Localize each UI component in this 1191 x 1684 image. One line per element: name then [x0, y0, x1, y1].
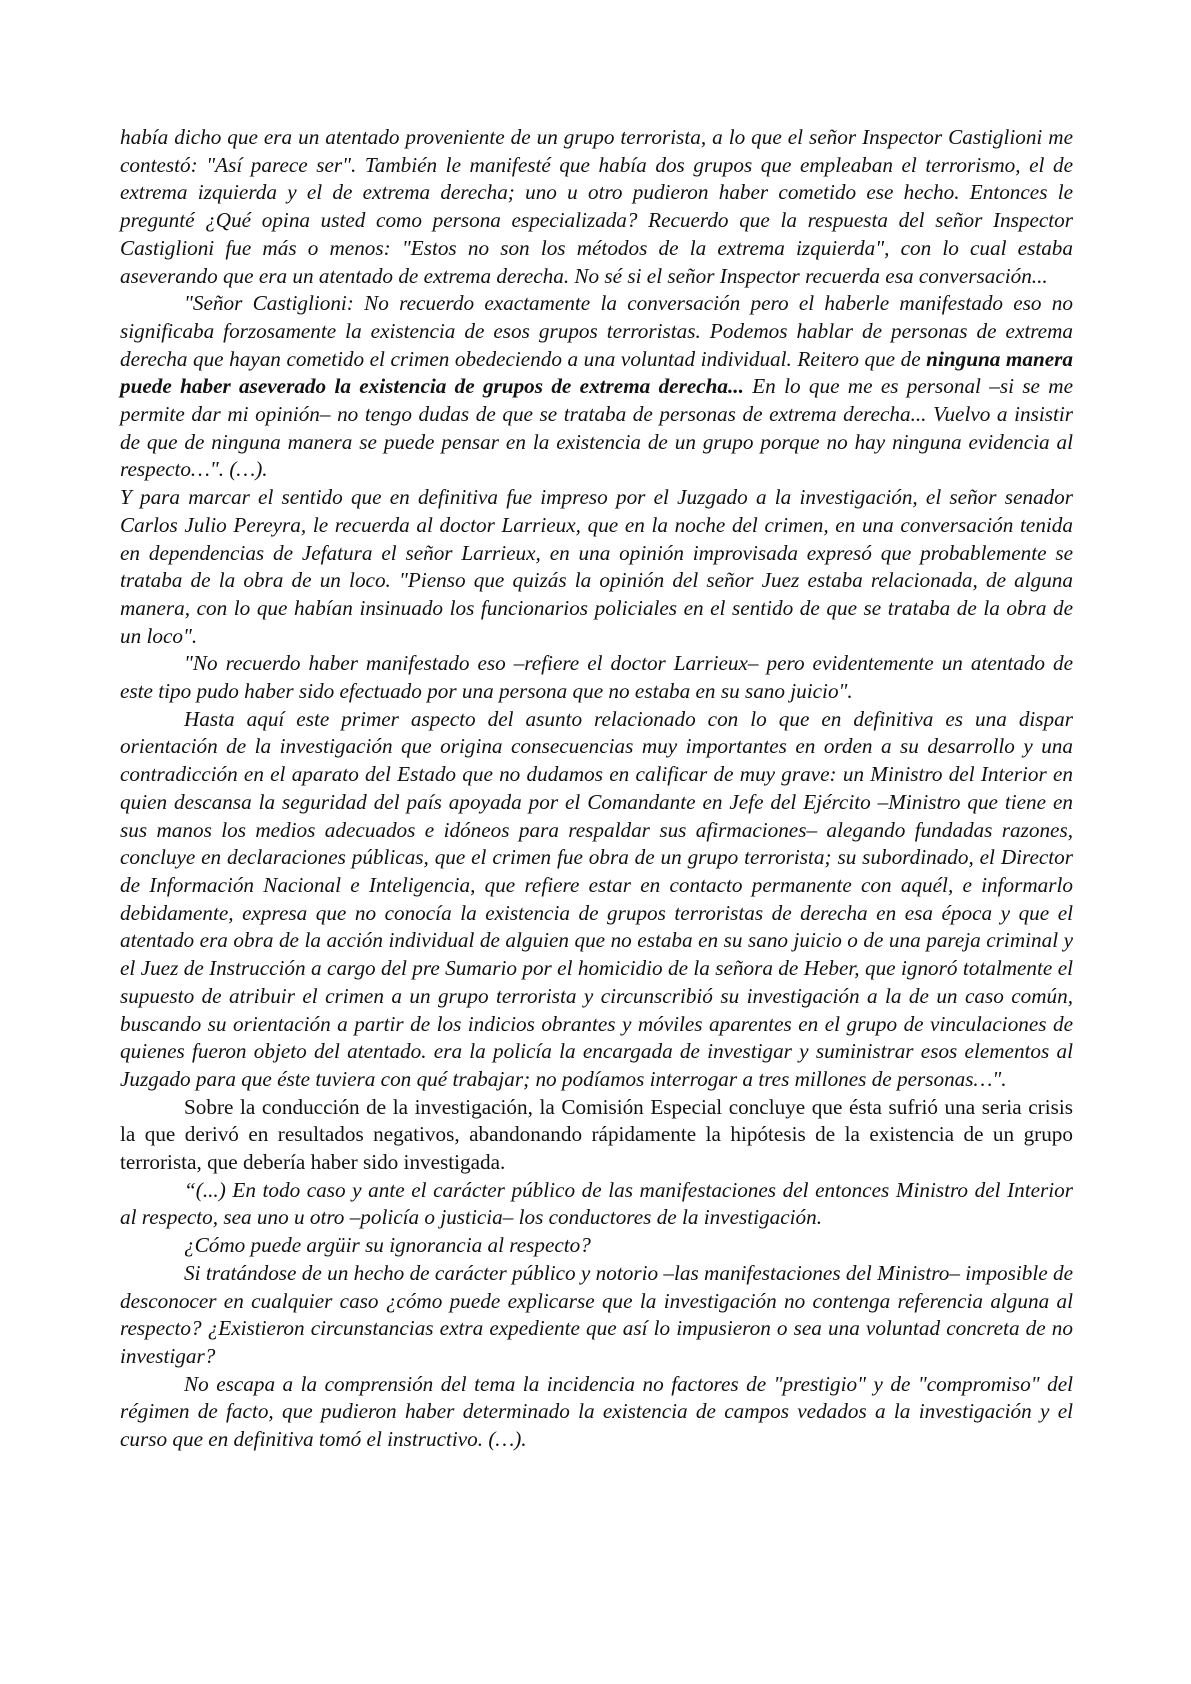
paragraph-1: había dicho que era un atentado proveniente de un grupo terrorista, a lo que el señor Inspector Castiglioni me contestó: "Así parece ser". También le manifesté que había dos grupos que empleaban el terrorismo, el de extrema izquierda y el de extrema derecha; uno u otro pudieron haber cometido ese hecho. Entonces le pregunté ¿Qué opina usted como persona especializada? Recuerdo que la respuesta del señor Inspector Castiglioni fue más o menos: "Estos no son los métodos de la extrema izquierda", con lo cual estaba aseverando que era un atentado de extrema derecha. No sé si el señor Inspector recuerda esa conversación...	[120, 125, 1073, 288]
paragraph-3: Y para marcar el sentido que en definitiva fue impreso por el Juzgado a la investigación, el señor senador Carlos Julio Pereyra, le recuerda al doctor Larrieux, que en la noche del crimen, en una conversación tenida en dependencias de Jefatura el señor Larrieux, en una opinión improvisada expresó que probablemente se trataba de la obra de un loco. "Pienso que quizás la opinión del señor Juez estaba relacionada, de alguna manera, con lo que habían insinuado los funcionarios policiales en el sentido de que se trataba de la obra de un loco".	[120, 485, 1073, 648]
paragraph-2-bold: ninguna manera puede haber aseverado la existencia de grupos de extrema derecha...	[120, 346, 1074, 399]
paragraph-6: Sobre la conducción de la investigación, la Comisión Especial concluye que ésta sufrió una seria crisis la que derivó en resultados negativos, abandonando rápidamente la hipótesis de la existencia de un grupo terrorista, que debería haber sido investigada.	[120, 1094, 1073, 1175]
paragraph-2-start: "Señor Castiglioni: No recuerdo exactamente la conversación pero el haberle manifestado eso no significaba forzosamente la existencia de esos grupos terroristas. Podemos hablar de personas de extrema derecha que hayan cometido el crimen obedeciendo a una voluntad individual. Reitero que de	[120, 291, 1073, 371]
paragraph-2-end: En lo que me es personal –si se me permite dar mi opinión– no tengo dudas de que se trataba de personas de extrema derecha... Vuelvo a insistir de que de ninguna manera se puede pensar en la existencia de un grupo porque no hay ninguna evidencia al respecto…". (…).	[120, 374, 1073, 482]
paragraph-9: Si tratándose de un hecho de carácter público y notorio –las manifestaciones del Ministro– imposible de desconocer en cualquier caso ¿cómo puede explicarse que la investigación no contenga referencia alguna al respecto? ¿Existieron circunstancias extra expediente que así lo impusieron o sea una voluntad concreta de no investigar?	[120, 1260, 1073, 1368]
paragraph-10: No escapa a la comprensión del tema la incidencia no factores de "prestigio" y de "compromiso" del régimen de facto, que pudieron haber determinado la existencia de campos vedados a la investigación y el curso que en definitiva tomó el instructivo. (…).	[120, 1371, 1073, 1452]
paragraph-2	[120, 290, 1073, 484]
paragraph-8: ¿Cómo puede argüir su ignorancia al respecto?	[184, 1233, 591, 1258]
paragraph-4: "No recuerdo haber manifestado eso –refiere el doctor Larrieux– pero evidentemente un atentado de este tipo pudo haber sido efectuado por una persona que no estaba en su sano juicio".	[120, 651, 1073, 704]
paragraph-5: Hasta aquí este primer aspecto del asunto relacionado con lo que en definitiva es una dispar orientación de la investigación que origina consecuencias muy importantes en orden a su desarrollo y una contradicción en el aparato del Estado que no dudamos en calificar de muy grave: un Ministro del Interior en quien descansa la seguridad del país apoyada por el Comandante en Jefe del Ejército –Ministro que tiene en sus manos los medios adecuados e idóneos para respaldar sus afirmaciones– alegando fundadas razones, concluye en declaraciones públicas, que el crimen fue obra de un grupo terrorista; su subordinado, el Director de Información Nacional e Inteligencia, que refiere estar en contacto permanente con aquél, e informarlo debidamente, expresa que no conocía la existencia de grupos terroristas de derecha en esa época y que el atentado era obra de la acción individual de alguien que no estaba en su sano juicio o de una pareja criminal y el Juez de Instrucción a cargo del pre Sumario por el homicidio de la señora de Heber, que ignoró totalmente el supuesto de atribuir el crimen a un grupo terrorista y circunscribió su investigación a la de un caso común, buscando su orientación a partir de los indicios obrantes y móviles aparentes en el grupo de vinculaciones de quienes fueron objeto del atentado. era la policía la encargada de investigar y suministrar esos elementos al Juzgado para que éste tuviera con qué trabajar; no podíamos interrogar a tres millones de personas…".	[120, 706, 1073, 1091]
document-page	[120, 124, 1073, 1454]
paragraph-7: “(...) En todo caso y ante el carácter público de las manifestaciones del entonces Ministro del Interior al respecto, sea uno u otro –policía o justicia– los conductores de la investigación.	[120, 1177, 1073, 1230]
